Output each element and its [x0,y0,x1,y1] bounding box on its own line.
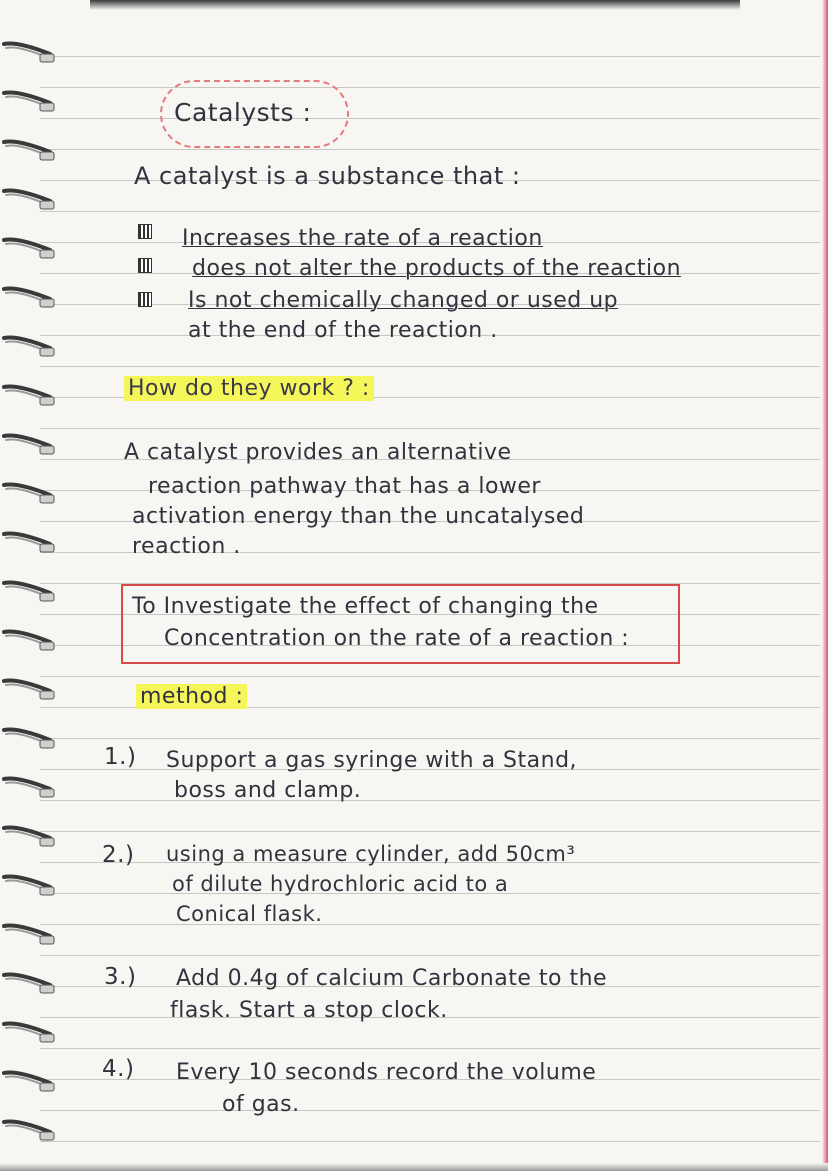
spiral-coil-icon [0,432,60,460]
bullet-item: Increases the rate of a reaction [182,226,543,251]
step-line: using a measure cylinder, add 50cm³ [166,842,576,866]
spiral-coil-icon [0,89,60,117]
ruled-line [40,924,820,925]
how-text-line: reaction . [132,534,241,559]
how-heading [124,376,374,401]
spiral-coil-icon [0,334,60,362]
investigate-line: Concentration on the rate of a reaction : [164,626,630,651]
bullet-item: does not alter the products of the reaction [192,256,682,281]
method-heading [136,684,247,709]
spiral-coil-icon [0,383,60,411]
ruled-line [40,1141,820,1142]
page-top-shadow [90,0,740,10]
spiral-coil-icon [0,824,60,852]
page-title: Catalysts : [174,98,312,127]
ruled-line [40,149,820,150]
step-line: of dilute hydrochloric acid to a [172,872,509,896]
bullet-checkbox-icon [138,292,152,307]
spiral-coil-icon [0,628,60,656]
step-number: 2.) [102,842,135,868]
spiral-coil-icon [0,481,60,509]
ruled-line [40,87,820,88]
spiral-coil-icon [0,726,60,754]
step-line: flask. Start a stop clock. [170,998,448,1023]
ruled-line [40,831,820,832]
spiral-coil-icon [0,1118,60,1146]
how-text-line: reaction pathway that has a lower [148,474,541,499]
bullet-checkbox-icon [138,224,152,239]
bullet-item-continuation: at the end of the reaction . [188,318,498,343]
ruled-line [40,738,820,739]
spiral-coil-icon [0,236,60,264]
step-line: of gas. [222,1092,300,1117]
ruled-line [40,1110,820,1111]
spiral-coil-icon [0,40,60,68]
how-text-line: A catalyst provides an alternative [124,440,512,465]
ruled-line [40,118,820,119]
ruled-line [40,211,820,212]
spiral-coil-icon [0,775,60,803]
step-line: Add 0.4g of calcium Carbonate to the [176,966,608,991]
ruled-line [40,1048,820,1049]
ruled-line [40,676,820,677]
spiral-coil-icon [0,873,60,901]
spiral-coil-icon [0,922,60,950]
spiral-coil-icon [0,285,60,313]
step-number: 4.) [102,1056,135,1082]
page-right-edge [822,0,828,1171]
intro-text: A catalyst is a substance that : [134,162,521,190]
ruled-line [40,56,820,57]
ruled-line [40,428,820,429]
bullet-item: Is not chemically changed or used up [188,288,619,313]
step-line: Support a gas syringe with a Stand, [166,748,578,773]
investigate-line: To Investigate the effect of changing the [132,594,599,619]
step-number: 3.) [104,964,137,990]
page-bottom-edge [0,1163,828,1171]
ruled-line [40,955,820,956]
step-line: Every 10 seconds record the volume [176,1060,597,1085]
spiral-coil-icon [0,187,60,215]
step-number: 1.) [104,744,137,770]
step-line: boss and clamp. [174,778,362,803]
spiral-coil-icon [0,138,60,166]
how-heading-text: How do they work ? : [124,376,374,401]
spiral-coil-icon [0,1069,60,1097]
spiral-coil-icon [0,1020,60,1048]
spiral-coil-icon [0,677,60,705]
ruled-line [40,366,820,367]
bullet-checkbox-icon [138,258,152,273]
spiral-coil-icon [0,530,60,558]
how-text-line: activation energy than the uncatalysed [132,504,585,529]
ruled-line [40,800,820,801]
spiral-coil-icon [0,579,60,607]
method-heading-text: method : [136,684,247,709]
spiral-coil-icon [0,971,60,999]
step-line: Conical flask. [176,902,323,926]
